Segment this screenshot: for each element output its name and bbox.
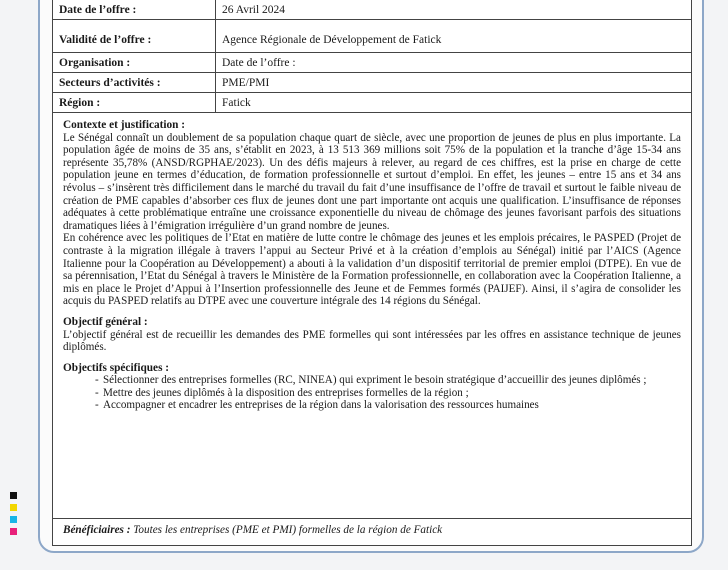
beneficiaires-label: Bénéficiaires : [63, 524, 131, 536]
row-region [53, 93, 691, 113]
black-mark [10, 492, 17, 499]
list-item: - Accompagner et encadrer les entreprises de la région dans la valorisation des ressources humaines [95, 399, 681, 412]
value-secteurs: PME/PMI [216, 73, 692, 93]
row-date-offre [53, 0, 691, 20]
contexte-heading: Contexte et justification : [63, 119, 186, 131]
objectifs-specifiques-heading: Objectifs spécifiques : [63, 361, 170, 374]
cyan-mark [10, 516, 17, 523]
row-organisation [53, 53, 691, 73]
label-region: Région : [53, 93, 216, 113]
list-item: - Sélectionner des entreprises formelles (RC, NINEA) qui expriment le besoin stratégique d’accueillir des jeunes diplômés ; [95, 374, 681, 387]
magenta-mark [10, 528, 17, 535]
label-validite: Validité de l’offre : [53, 20, 216, 53]
row-secteurs [53, 73, 691, 93]
value-validite: Agence Régionale de Développement de Fatick [216, 20, 692, 53]
offer-document [52, 0, 692, 546]
value-region: Fatick [216, 93, 692, 113]
label-secteurs: Secteurs d’activités : [53, 73, 216, 93]
objectif-general-heading: Objectif général : [63, 315, 148, 328]
value-date-offre: 26 Avril 2024 [216, 0, 692, 20]
row-validite [53, 20, 691, 53]
label-date-offre: Date de l’offre : [53, 0, 216, 20]
offer-body [53, 113, 691, 412]
objectifs-specifiques-list [63, 374, 681, 412]
objectif-general-text: L’objectif général est de recueillir les demandes des PME formelles qui sont intéressées par les offres en assistance technique de jeunes diplômés. [63, 328, 681, 354]
beneficiaires-text: Toutes les entreprises (PME et PMI) formelles de la région de Fatick [133, 524, 443, 536]
beneficiaires-row [53, 518, 691, 541]
value-organisation: Date de l’offre : [216, 53, 692, 73]
contexte-paragraph-2: En cohérence avec les politiques de l’Etat en matière de lutte contre le chômage des jeunes et les emplois précaires, le PASPED (Projet de contraste à la migration illégale à travers l’appui au Secteur Privé et à la création d’emplois au Sénégal) initié par l’AICS (Agence Italienne pour la Coopération au Développement) a abouti à la validation d’un dispositif territorial de premier emploi (DTPE). En vue de sa pérennisation, l’Etat du Sénégal à travers le Ministère de la Formation professionnelle, en collaboration avec la Coopération Italienne, a mis en place le Projet d’Appui à l’Insertion professionnelle des Jeune et de Femmes formés (PAIJEF). Ainsi, il s’agira de consolider les acquis du PASPED relatifs au DTPE avec une couverture intégrale des 14 régions du Sénégal. [63, 232, 681, 308]
print-color-marks [10, 492, 17, 540]
objectif-general-section [63, 316, 681, 354]
objectifs-specifiques-section [63, 362, 681, 412]
label-organisation: Organisation : [53, 53, 216, 73]
offer-info-table [53, 0, 691, 113]
list-item: - Mettre des jeunes diplômés à la disposition des entreprises formelles de la région ; [95, 387, 681, 400]
yellow-mark [10, 504, 17, 511]
contexte-paragraph-1: Le Sénégal connaît un doublement de sa population chaque quart de siècle, avec une proportion de jeunes de plus en plus importante. La population âgée de moins de 35 ans, s’établit en 2023, à 13 513 369 millions soit 75% de la population et la tranche d’âge 15-34 ans représente 35,78% (ANSD/RGPHAE/2023). Un des défis majeurs à relever, au regard de ces chiffres, est la prise en charge de cette population jeune en termes d’éducation, de formation professionnelle et surtout d’emploi. En effet, les jeunes – entre 15 ans et 34 ans révolus – s’insèrent très difficilement dans le marché du travail du fait d’une insuffisance de l’offre de travail et surtout le faible niveau de création de PME capables d’absorber ces flux de jeunes dont une part importante ont acquis une qualification. L’insuffisance de réponses adéquates à cette problématique entraîne une croissance exponentielle du niveau de chômage des jeunes favorisant parfois des situations dramatiques liées à l’émigration irrégulière d’un grand nombre de jeunes. [63, 131, 681, 232]
